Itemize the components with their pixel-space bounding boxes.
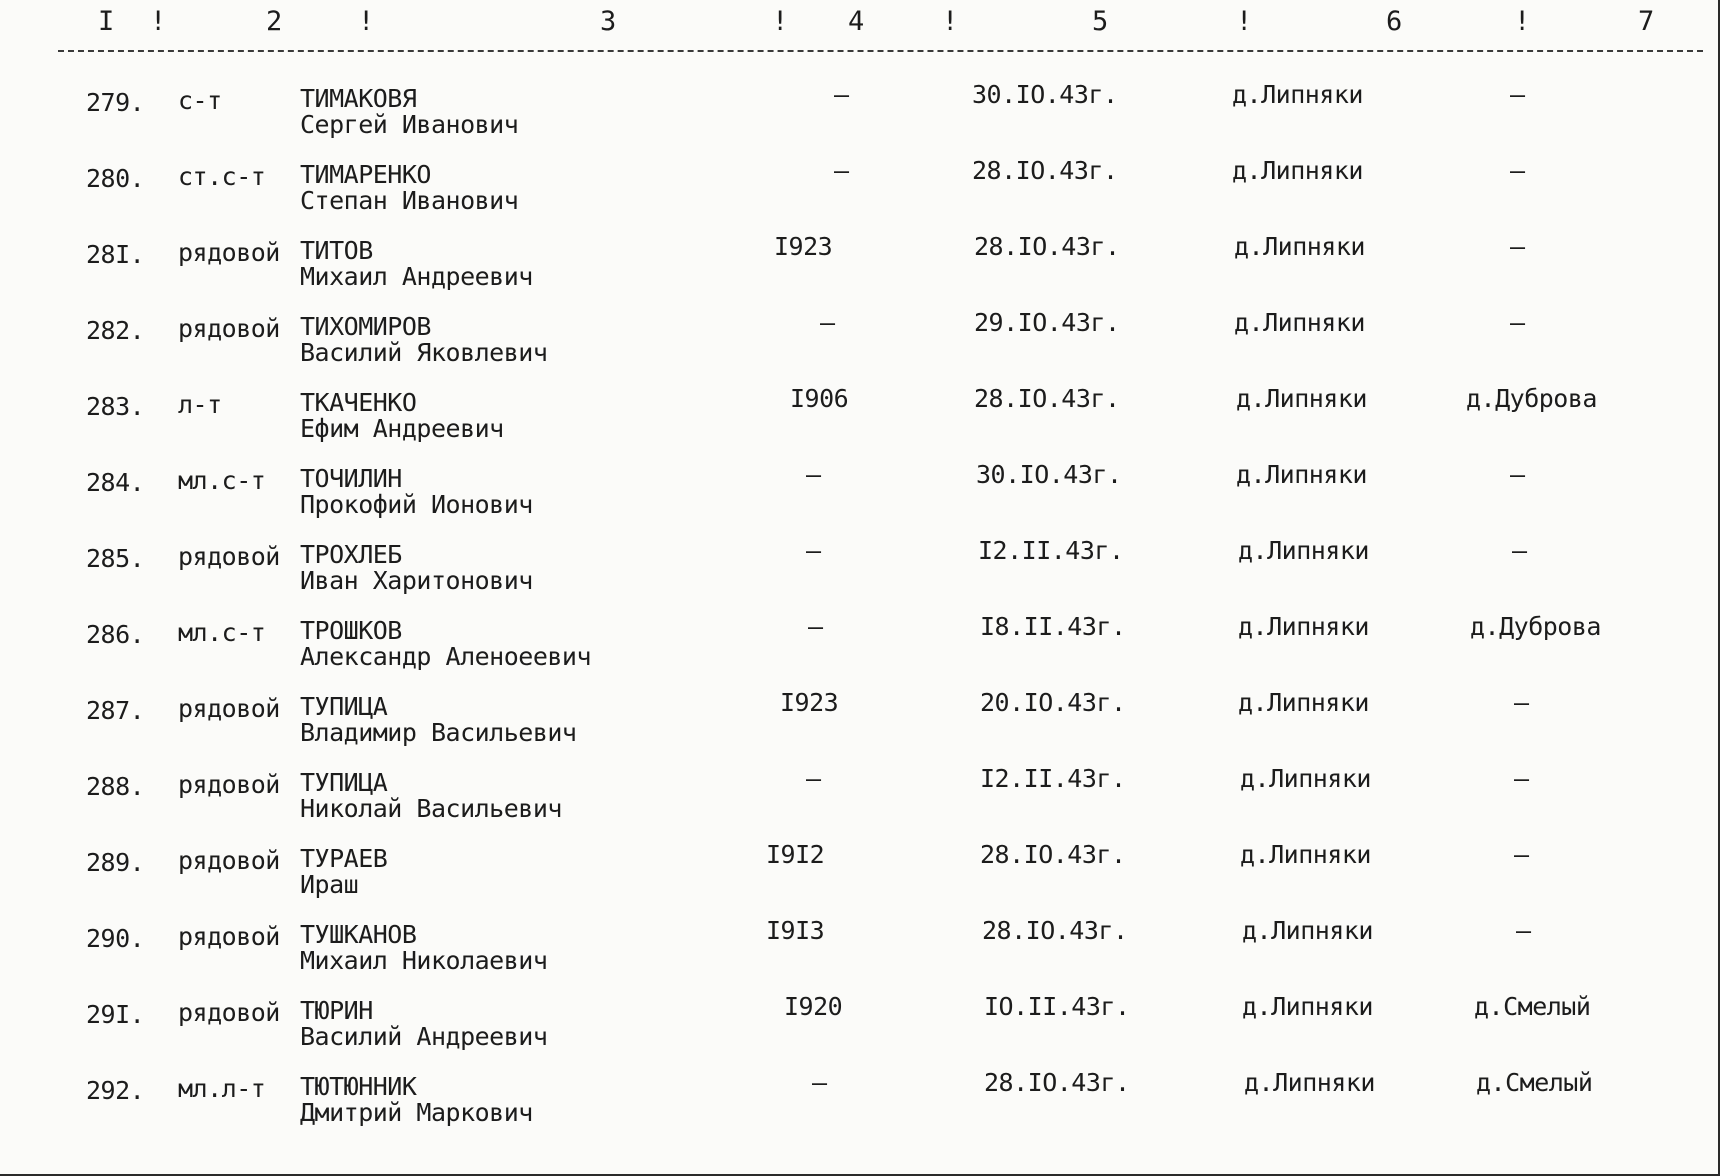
row-number: 285. (86, 544, 145, 573)
death-date: 28.IO.43г. (974, 232, 1120, 261)
death-date: 28.IO.43г. (974, 384, 1120, 413)
surname: ТОЧИЛИН (300, 464, 402, 493)
table-row (0, 1054, 1720, 1130)
reburial-place: д.Дуброва (1466, 384, 1597, 413)
table-row (0, 370, 1720, 446)
header-col-6: 6 (1386, 6, 1403, 37)
header-sep-4: ! (942, 6, 959, 37)
surname: ТЮРИН (300, 996, 373, 1025)
given-name: Степан Иванович (300, 186, 519, 215)
surname: ТРОШКОВ (300, 616, 402, 645)
reburial-place: – (1514, 764, 1529, 793)
military-rank: рядовой (178, 694, 280, 723)
header-sep-1: ! (150, 6, 167, 37)
header-col-2: 2 (266, 6, 283, 37)
military-rank: рядовой (178, 542, 280, 571)
surname: ТИМАКОВЯ (300, 84, 417, 113)
birth-year: I906 (790, 384, 849, 413)
burial-place: д.Липняки (1234, 308, 1365, 337)
birth-year: I923 (774, 232, 833, 261)
military-rank: рядовой (178, 998, 280, 1027)
given-name: Василий Яковлевич (300, 338, 548, 367)
row-number: 288. (86, 772, 145, 801)
reburial-place: – (1510, 308, 1525, 337)
reburial-place: – (1510, 80, 1525, 109)
birth-year: – (806, 460, 821, 489)
surname: ТИТОВ (300, 236, 373, 265)
table-row (0, 750, 1720, 826)
burial-place: д.Липняки (1238, 536, 1369, 565)
death-date: 30.IO.43г. (976, 460, 1122, 489)
military-rank: рядовой (178, 922, 280, 951)
military-rank: ст.с-т (178, 162, 266, 191)
reburial-place: д.Смелый (1474, 992, 1591, 1021)
military-rank: рядовой (178, 238, 280, 267)
birth-year: – (834, 156, 849, 185)
death-date: 28.IO.43г. (980, 840, 1126, 869)
given-name: Николай Васильевич (300, 794, 562, 823)
header-col-5: 5 (1092, 6, 1109, 37)
given-name: Михаил Николаевич (300, 946, 548, 975)
table-row (0, 522, 1720, 598)
death-date: I8.II.43г. (980, 612, 1126, 641)
row-number: 283. (86, 392, 145, 421)
given-name: Прокофий Ионович (300, 490, 533, 519)
birth-year: – (812, 1068, 827, 1097)
death-date: 28.IO.43г. (982, 916, 1128, 945)
birth-year: I9I3 (766, 916, 825, 945)
death-date: I2.II.43г. (978, 536, 1124, 565)
header-col-3: 3 (600, 6, 617, 37)
burial-place: д.Липняки (1242, 916, 1373, 945)
military-rank: рядовой (178, 846, 280, 875)
header-col-7: 7 (1638, 6, 1655, 37)
given-name: Михаил Андреевич (300, 262, 533, 291)
birth-year: I920 (784, 992, 843, 1021)
given-name: Владимир Васильевич (300, 718, 577, 747)
burial-place: д.Липняки (1232, 156, 1363, 185)
surname: ТУШКАНОВ (300, 920, 417, 949)
military-rank: мл.л-т (178, 1074, 266, 1103)
header-sep-5: ! (1236, 6, 1253, 37)
table-row (0, 294, 1720, 370)
row-number: 284. (86, 468, 145, 497)
given-name: Василий Андреевич (300, 1022, 548, 1051)
birth-year: – (806, 536, 821, 565)
reburial-place: д.Дуброва (1470, 612, 1601, 641)
given-name: Иван Харитонович (300, 566, 533, 595)
burial-place: д.Липняки (1236, 460, 1367, 489)
death-date: 30.IO.43г. (972, 80, 1118, 109)
birth-year: – (808, 612, 823, 641)
military-rank: мл.с-т (178, 618, 266, 647)
row-number: 286. (86, 620, 145, 649)
military-rank: рядовой (178, 770, 280, 799)
birth-year: – (806, 764, 821, 793)
birth-year: – (834, 80, 849, 109)
military-rank: мл.с-т (178, 466, 266, 495)
given-name: Сергей Иванович (300, 110, 519, 139)
burial-place: д.Липняки (1244, 1068, 1375, 1097)
surname: ТИХОМИРОВ (300, 312, 431, 341)
row-number: 28I. (86, 240, 145, 269)
burial-place: д.Липняки (1240, 764, 1371, 793)
header-sep-6: ! (1514, 6, 1531, 37)
surname: ТУПИЦА (300, 768, 388, 797)
given-name: Александр Аленоеевич (300, 642, 592, 671)
table-row (0, 66, 1720, 142)
reburial-place: – (1510, 156, 1525, 185)
table-row (0, 598, 1720, 674)
burial-place: д.Липняки (1234, 232, 1365, 261)
surname: ТУПИЦА (300, 692, 388, 721)
surname: ТУРАЕВ (300, 844, 388, 873)
burial-place: д.Липняки (1236, 384, 1367, 413)
reburial-place: – (1516, 916, 1531, 945)
death-date: 29.IO.43г. (974, 308, 1120, 337)
column-number-header (0, 6, 1720, 46)
header-divider (58, 50, 1703, 52)
reburial-place: – (1514, 688, 1529, 717)
table-row (0, 218, 1720, 294)
row-number: 287. (86, 696, 145, 725)
table-row (0, 978, 1720, 1054)
death-date: 20.IO.43г. (980, 688, 1126, 717)
given-name: Ираш (300, 870, 359, 899)
birth-year: I9I2 (766, 840, 825, 869)
row-number: 280. (86, 164, 145, 193)
death-date: 28.IO.43г. (972, 156, 1118, 185)
burial-place: д.Липняки (1242, 992, 1373, 1021)
military-rank: с-т (178, 86, 222, 115)
military-rank: л-т (178, 390, 222, 419)
row-number: 279. (86, 88, 145, 117)
header-col-1: I (98, 6, 115, 37)
surname: ТИМАРЕНКО (300, 160, 431, 189)
death-date: 28.IO.43г. (984, 1068, 1130, 1097)
surname: ТЮТЮННИК (300, 1072, 417, 1101)
table-row (0, 446, 1720, 522)
reburial-place: – (1510, 232, 1525, 261)
birth-year: I923 (780, 688, 839, 717)
surname: ТКАЧЕНКО (300, 388, 417, 417)
header-sep-2: ! (358, 6, 375, 37)
burial-place: д.Липняки (1232, 80, 1363, 109)
death-date: I2.II.43г. (980, 764, 1126, 793)
death-date: IO.II.43г. (984, 992, 1130, 1021)
reburial-place: – (1510, 460, 1525, 489)
burial-place: д.Липняки (1238, 612, 1369, 641)
given-name: Дмитрий Маркович (300, 1098, 533, 1127)
row-number: 290. (86, 924, 145, 953)
table-row (0, 902, 1720, 978)
military-rank: рядовой (178, 314, 280, 343)
birth-year: – (820, 308, 835, 337)
reburial-place: – (1514, 840, 1529, 869)
reburial-place: д.Смелый (1476, 1068, 1593, 1097)
row-number: 29I. (86, 1000, 145, 1029)
header-col-4: 4 (848, 6, 865, 37)
reburial-place: – (1512, 536, 1527, 565)
table-row (0, 826, 1720, 902)
row-number: 292. (86, 1076, 145, 1105)
burial-place: д.Липняки (1240, 840, 1371, 869)
burial-place: д.Липняки (1238, 688, 1369, 717)
header-sep-3: ! (772, 6, 789, 37)
surname: ТРОХЛЕБ (300, 540, 402, 569)
given-name: Ефим Андреевич (300, 414, 504, 443)
row-number: 289. (86, 848, 145, 877)
table-row (0, 674, 1720, 750)
table-row (0, 142, 1720, 218)
row-number: 282. (86, 316, 145, 345)
